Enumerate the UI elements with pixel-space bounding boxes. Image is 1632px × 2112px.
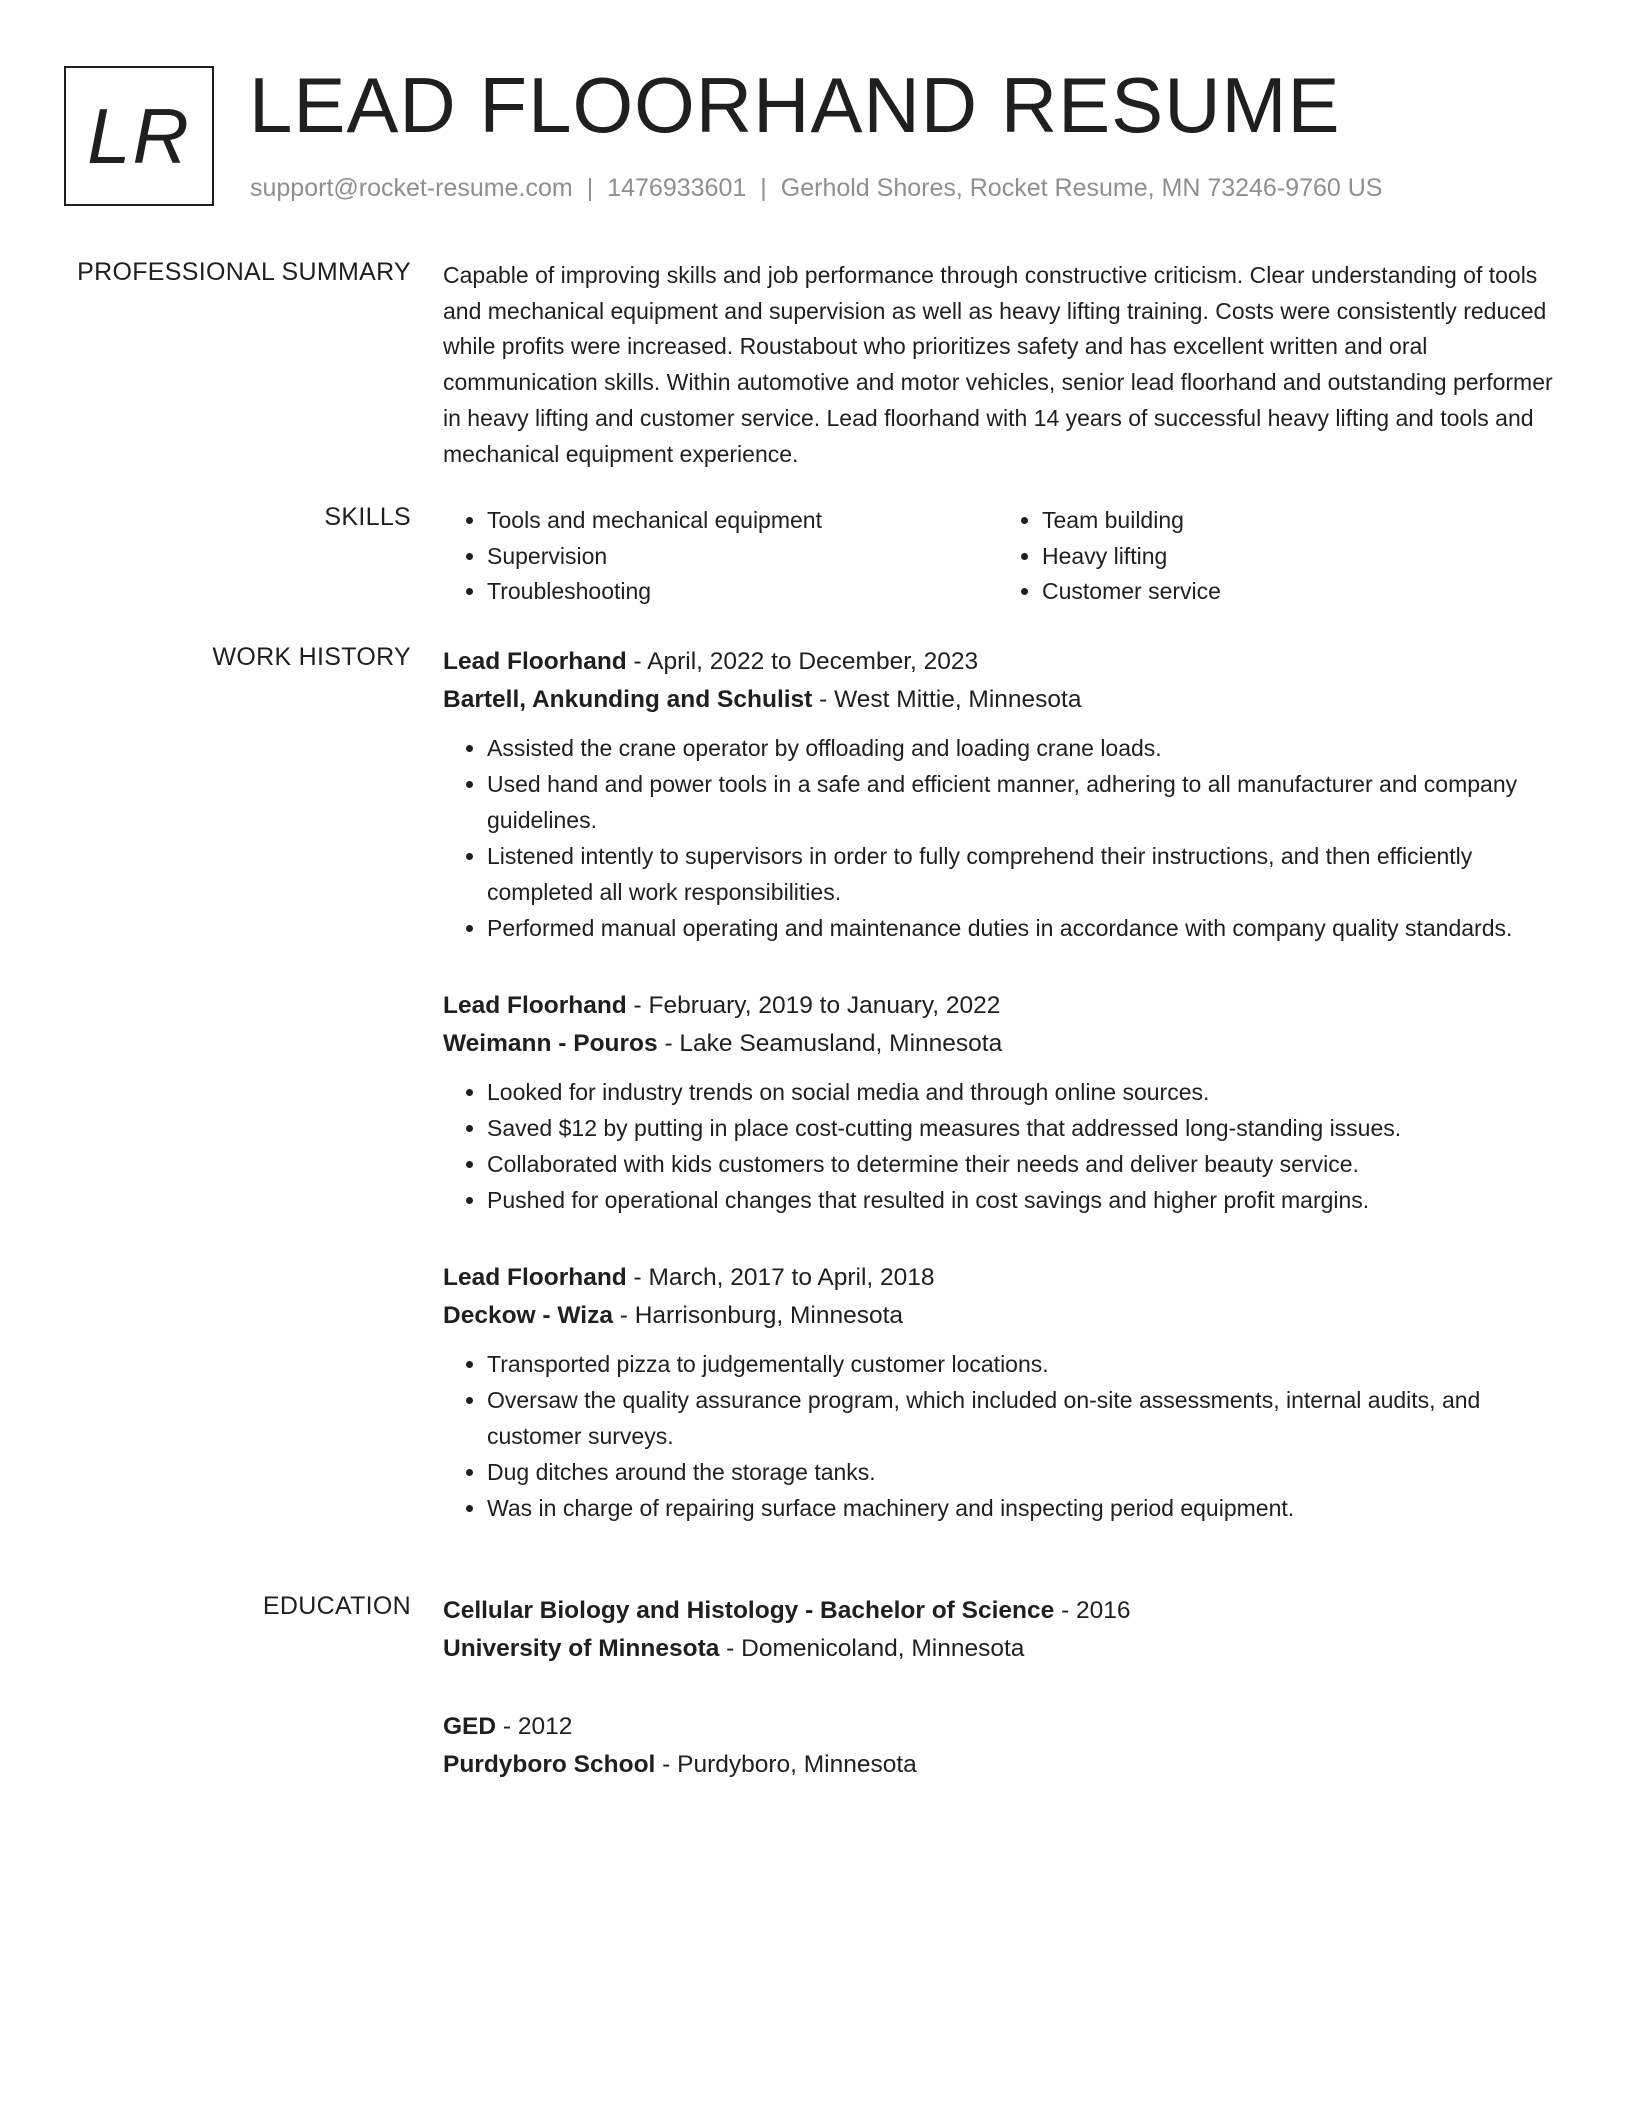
job-bullet: • Performed manual operating and maintenance duties in accordance with company quality standards.: [487, 911, 1553, 947]
job-bullet: • Was in charge of repairing surface machinery and inspecting period equipment.: [487, 1491, 1553, 1527]
education-year: - 2016: [1054, 1597, 1131, 1624]
education-school-line: [443, 1746, 1553, 1784]
work-history-heading: WORK HISTORY: [212, 643, 411, 671]
monogram-logo: LR: [64, 66, 214, 206]
summary-text: Capable of improving skills and job performance through constructive criticism. Clear understanding of tools and mechanical equipment and supervision as well as heavy lifting training. Costs were consistently reduced while profits were increased. Roustabout who prioritizes safety and has excellent written and oral communication skills. Within automotive and motor vehicles, senior lead floorhand and outstanding performer in heavy lifting and customer service. Lead floorhand with 14 years of successful heavy lifting and tools and mechanical equipment experience.: [443, 262, 1553, 467]
job-company: Weimann - Pouros: [443, 1029, 658, 1057]
job-bullet: • Saved $12 by putting in place cost-cutting measures that addressed long-standing issues.: [487, 1111, 1553, 1147]
job-bullet: • Dug ditches around the storage tanks.: [487, 1455, 1553, 1491]
education-school: Purdyboro School: [443, 1751, 656, 1778]
job-bullet: • Assisted the crane operator by offloading and loading crane loads.: [487, 731, 1553, 767]
contact-line: [250, 174, 1382, 203]
skill-item: • Troubleshooting: [487, 574, 998, 610]
contact-separator: |: [586, 174, 594, 202]
skills-heading: SKILLS: [324, 503, 411, 531]
job-title-line: [443, 643, 1553, 681]
job-location: - Harrisonburg, Minnesota: [612, 1302, 904, 1330]
education-school-line: [443, 1630, 1553, 1668]
education-degree-line: [443, 1708, 1553, 1746]
contact-separator: |: [760, 174, 767, 202]
resume-title: LEAD FLOORHAND RESUME: [249, 61, 1341, 149]
job-entry: [443, 643, 1553, 947]
job-entry: [443, 987, 1553, 1219]
education-location: - Purdyboro, Minnesota: [655, 1751, 917, 1778]
skill-item: • Customer service: [1042, 574, 1553, 610]
job-location: - Lake Seamusland, Minnesota: [657, 1029, 1003, 1057]
job-title: Lead Floorhand: [443, 991, 627, 1019]
education-year: - 2012: [496, 1713, 573, 1740]
job-dates: - March, 2017 to April, 2018: [626, 1264, 935, 1292]
job-bullet: • Collaborated with kids customers to determine their needs and deliver beauty service.: [487, 1147, 1553, 1183]
job-bullets: [443, 1347, 1553, 1527]
job-bullet: • Used hand and power tools in a safe and efficient manner, adhering to all manufacturer and company guidelines.: [487, 767, 1553, 838]
job-title-line: [443, 987, 1553, 1025]
skill-item: • Tools and mechanical equipment: [487, 503, 998, 539]
education-entry: [443, 1592, 1553, 1668]
resume-header: [64, 61, 1564, 216]
job-company: Deckow - Wiza: [443, 1302, 613, 1330]
job-bullets: [443, 1075, 1553, 1219]
job-bullet: • Transported pizza to judgementally customer locations.: [487, 1347, 1553, 1383]
education-degree-line: [443, 1592, 1553, 1630]
job-bullet: • Looked for industry trends on social media and through online sources.: [487, 1075, 1553, 1111]
skill-item: • Supervision: [487, 539, 998, 575]
skills-column-right: [998, 503, 1553, 610]
skill-item: • Team building: [1042, 503, 1553, 539]
job-location: - West Mittie, Minnesota: [812, 686, 1082, 713]
job-title: Lead Floorhand: [443, 1264, 627, 1292]
job-dates: - April, 2022 to December, 2023: [626, 648, 979, 675]
job-company: Bartell, Ankunding and Schulist: [443, 686, 813, 713]
job-bullets: [443, 731, 1553, 947]
job-bullet: • Oversaw the quality assurance program, which included on-site assessments, internal audits, and customer surveys.: [487, 1383, 1553, 1454]
education-location: - Domenicoland, Minnesota: [719, 1635, 1025, 1662]
contact-email: support@rocket-resume.com: [250, 174, 573, 202]
contact-address: Gerhold Shores, Rocket Resume, MN 73246-9760 US: [780, 174, 1383, 202]
job-company-line: [443, 1025, 1553, 1063]
job-company-line: [443, 1297, 1553, 1335]
education-degree: Cellular Biology and Histology - Bachelor of Science: [443, 1597, 1055, 1624]
education-degree: GED: [443, 1713, 497, 1740]
skills-column-left: [443, 503, 998, 610]
job-bullet: • Listened intently to supervisors in order to fully comprehend their instructions, and then efficiently completed all work responsibilities.: [487, 839, 1553, 910]
job-bullet: • Pushed for operational changes that resulted in cost savings and higher profit margins.: [487, 1183, 1553, 1219]
job-entry: [443, 1259, 1553, 1527]
job-dates: - February, 2019 to January, 2022: [626, 991, 1001, 1019]
contact-phone: 1476933601: [607, 174, 747, 202]
education-entry: [443, 1708, 1553, 1784]
education-heading: EDUCATION: [262, 1592, 411, 1620]
skill-item: • Heavy lifting: [1042, 539, 1553, 575]
job-title-line: [443, 1259, 1553, 1297]
summary-heading: PROFESSIONAL SUMMARY: [77, 258, 411, 286]
job-title: Lead Floorhand: [443, 648, 627, 675]
job-company-line: [443, 681, 1553, 719]
education-school: University of Minnesota: [443, 1635, 720, 1662]
skills-list: [443, 503, 1553, 610]
